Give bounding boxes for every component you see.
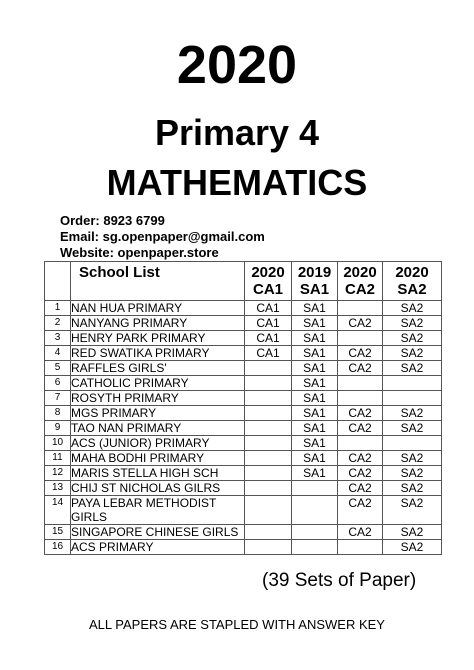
school-name: SINGAPORE CHINESE GIRLS [71, 525, 245, 540]
header-school-list: School List [71, 262, 245, 301]
school-name: RED SWATIKA PRIMARY [71, 346, 245, 361]
school-name: ROSYTH PRIMARY [71, 391, 245, 406]
row-number: 13 [45, 481, 71, 496]
school-name: MAHA BODHI PRIMARY [71, 451, 245, 466]
cell-2020-ca2: CA2 [338, 316, 383, 331]
row-number: 10 [45, 436, 71, 451]
cell-2020-sa2: SA2 [383, 481, 442, 496]
cell-2020-ca1: CA1 [245, 316, 292, 331]
table-row [45, 376, 442, 391]
school-name: MARIS STELLA HIGH SCH [71, 466, 245, 481]
cell-2020-ca2 [338, 301, 383, 316]
cell-2020-sa2: SA2 [383, 421, 442, 436]
cell-2019-sa1: SA1 [292, 436, 338, 451]
cell-2020-sa2: SA2 [383, 451, 442, 466]
cell-2019-sa1: SA1 [292, 406, 338, 421]
school-name: NAN HUA PRIMARY [71, 301, 245, 316]
row-number: 1 [45, 301, 71, 316]
cell-2020-ca1: CA1 [245, 331, 292, 346]
cell-2020-sa2 [383, 376, 442, 391]
title-year: 2020 [176, 35, 298, 95]
cell-2020-sa2: SA2 [383, 540, 442, 555]
header-2020-ca1: 2020 CA1 [245, 262, 292, 301]
row-number: 12 [45, 466, 71, 481]
cell-2019-sa1: SA1 [292, 361, 338, 376]
table-row [45, 301, 442, 316]
school-name: TAO NAN PRIMARY [71, 421, 245, 436]
row-number: 9 [45, 421, 71, 436]
cell-2020-ca1 [245, 451, 292, 466]
table-row [45, 361, 442, 376]
cell-2020-sa2: SA2 [383, 301, 442, 316]
cell-2019-sa1 [292, 525, 338, 540]
cell-2020-ca2 [338, 331, 383, 346]
cell-2019-sa1: SA1 [292, 331, 338, 346]
cell-2020-sa2 [383, 436, 442, 451]
cell-2019-sa1 [292, 481, 338, 496]
table-row [45, 496, 442, 525]
row-number: 3 [45, 331, 71, 346]
cell-2020-sa2: SA2 [383, 406, 442, 421]
cell-2020-ca1 [245, 361, 292, 376]
cell-2019-sa1: SA1 [292, 451, 338, 466]
website-address: Website: openpaper.store [60, 245, 219, 260]
school-name: MGS PRIMARY [71, 406, 245, 421]
cell-2020-ca2: CA2 [338, 466, 383, 481]
cell-2020-ca2 [338, 436, 383, 451]
sets-count-note: (39 Sets of Paper) [262, 570, 417, 591]
row-number: 11 [45, 451, 71, 466]
school-list-table [44, 261, 442, 555]
cell-2019-sa1 [292, 496, 338, 525]
cell-2019-sa1: SA1 [292, 466, 338, 481]
school-name: CHIJ ST NICHOLAS GILRS [71, 481, 245, 496]
cell-2020-ca1 [245, 496, 292, 525]
title-subject: MATHEMATICS [106, 162, 368, 203]
row-number: 14 [45, 496, 71, 525]
header-2019-sa1: 2019 SA1 [292, 262, 338, 301]
table-row [45, 406, 442, 421]
cell-2020-sa2: SA2 [383, 316, 442, 331]
school-name: ACS PRIMARY [71, 540, 245, 555]
table-row [45, 316, 442, 331]
table-header-row [45, 262, 442, 301]
table-row [45, 466, 442, 481]
cell-2020-ca1 [245, 376, 292, 391]
school-name: RAFFLES GIRLS' [71, 361, 245, 376]
cell-2020-ca1 [245, 406, 292, 421]
cell-2020-ca1 [245, 421, 292, 436]
school-name: HENRY PARK PRIMARY [71, 331, 245, 346]
table-row [45, 481, 442, 496]
cell-2020-ca1 [245, 481, 292, 496]
cell-2020-ca2: CA2 [338, 496, 383, 525]
cell-2020-ca1 [245, 391, 292, 406]
cell-2019-sa1: SA1 [292, 376, 338, 391]
cell-2020-ca2: CA2 [338, 346, 383, 361]
cell-2020-sa2: SA2 [383, 361, 442, 376]
school-name: ACS (JUNIOR) PRIMARY [71, 436, 245, 451]
cell-2020-ca1: CA1 [245, 301, 292, 316]
cell-2019-sa1: SA1 [292, 346, 338, 361]
cell-2020-ca1 [245, 525, 292, 540]
header-2020-ca2: 2020 CA2 [338, 262, 383, 301]
cell-2020-ca2: CA2 [338, 525, 383, 540]
cell-2020-ca2: CA2 [338, 361, 383, 376]
table-row [45, 331, 442, 346]
table-row [45, 525, 442, 540]
cell-2020-ca1 [245, 436, 292, 451]
header-2020-sa2: 2020 SA2 [383, 262, 442, 301]
cell-2020-ca1 [245, 540, 292, 555]
row-number: 4 [45, 346, 71, 361]
school-name: CATHOLIC PRIMARY [71, 376, 245, 391]
cell-2020-sa2 [383, 391, 442, 406]
table-row [45, 451, 442, 466]
row-number: 7 [45, 391, 71, 406]
table-row [45, 436, 442, 451]
school-name: PAYA LEBAR METHODIST GIRLS [71, 496, 245, 525]
cell-2019-sa1 [292, 540, 338, 555]
cell-2020-sa2: SA2 [383, 346, 442, 361]
cell-2020-ca2 [338, 376, 383, 391]
cell-2020-sa2: SA2 [383, 496, 442, 525]
row-number: 15 [45, 525, 71, 540]
footer-note: ALL PAPERS ARE STAPLED WITH ANSWER KEY [89, 617, 385, 632]
cell-2019-sa1: SA1 [292, 421, 338, 436]
cell-2020-ca2: CA2 [338, 421, 383, 436]
row-number: 5 [45, 361, 71, 376]
cell-2020-ca1 [245, 466, 292, 481]
contact-info [60, 213, 265, 261]
row-number: 2 [45, 316, 71, 331]
table-row [45, 421, 442, 436]
row-number: 16 [45, 540, 71, 555]
school-name: NANYANG PRIMARY [71, 316, 245, 331]
cell-2020-sa2: SA2 [383, 525, 442, 540]
row-number: 6 [45, 376, 71, 391]
cell-2019-sa1: SA1 [292, 316, 338, 331]
row-number: 8 [45, 406, 71, 421]
table-row [45, 540, 442, 555]
email-address: Email: sg.openpaper@gmail.com [60, 229, 265, 244]
title-level: Primary 4 [154, 112, 320, 153]
cell-2020-ca2: CA2 [338, 481, 383, 496]
order-number: Order: 8923 6799 [60, 213, 165, 228]
cell-2020-ca2 [338, 391, 383, 406]
cell-2019-sa1: SA1 [292, 391, 338, 406]
table-row [45, 346, 442, 361]
cell-2019-sa1: SA1 [292, 301, 338, 316]
table-row [45, 391, 442, 406]
cell-2020-ca2: CA2 [338, 406, 383, 421]
cell-2020-sa2: SA2 [383, 466, 442, 481]
cell-2020-ca1: CA1 [245, 346, 292, 361]
header-number [45, 262, 71, 301]
cell-2020-sa2: SA2 [383, 331, 442, 346]
cell-2020-ca2: CA2 [338, 451, 383, 466]
cell-2020-ca2 [338, 540, 383, 555]
